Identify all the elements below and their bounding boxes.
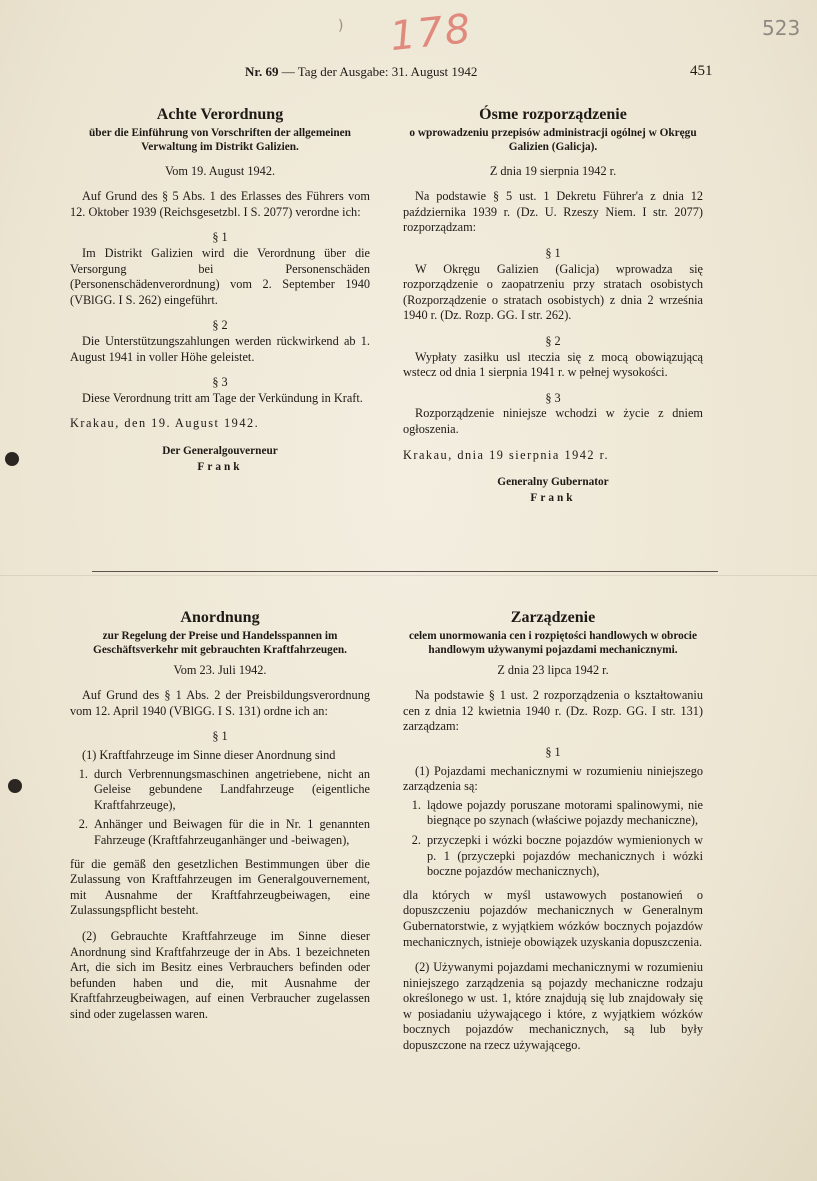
signature-name: Frank — [197, 460, 243, 473]
list-text: durch Verbrennungsmaschinen angetriebene, nicht an Geleise gebundene Landfahrzeuge (eigentliche Kraftfahrzeuge), — [94, 766, 370, 812]
section-text: Die Unterstützungszahlungen werden rückwirkend ab 1. August 1941 in voller Höhe geleistet. — [70, 333, 370, 364]
ordinance-subtitle: über die Einführung von Vorschriften der allgemeinen Verwaltung im Distrikt Galizien. — [89, 126, 351, 153]
order-german — [70, 610, 370, 1022]
section-text: W Okręgu Galizien (Galicja) wprowadza się rozporządzenie o zaopatrzeniu przy stratach osobistych (Rozporządzenie o stratach osobistych) z dnia 2 września 1940 r. (Dz. Rozp. GG. I str. 262). — [403, 261, 703, 323]
ordinance-date: Vom 19. August 1942. — [164, 163, 276, 178]
order-title: Zarządzenie — [510, 609, 596, 626]
ordinance-polish — [403, 107, 703, 506]
intro-paragraph: Na podstawie § 1 ust. 2 rozporządzenia o kształtowaniu cen z dnia 12 kwietnia 1940 r. (Dz. Rozp. GG. I str. 131) zarządzam: — [403, 688, 703, 734]
signature-name: Frank — [530, 491, 576, 504]
order-title: Anordnung — [180, 609, 260, 626]
list-item — [70, 767, 370, 814]
order-date: Z dnia 23 lipca 1942 r. — [497, 662, 609, 677]
paragraph-1: (1) Kraftfahrzeuge im Sinne dieser Anordnung sind — [82, 747, 336, 762]
issue-number: Nr. 69 — [245, 64, 279, 79]
section-divider — [92, 571, 718, 572]
list-number: 1. — [78, 766, 88, 781]
section-heading: § 1 — [545, 245, 561, 260]
list-item — [403, 833, 703, 880]
list-text: przyczepki i wózki boczne pojazdów wymienionych w p. 1 (przyczepki pojazdów mechanicznych i wózki boczne pojazdów mechanicznych), — [427, 832, 703, 879]
list-text: Anhänger und Beiwagen für die in Nr. 1 genannten Fahrzeuge (Kraftfahrzeuganhänger und -beiwagen), — [94, 817, 370, 847]
order-date: Vom 23. Juli 1942. — [173, 662, 267, 677]
list-number: 2. — [78, 817, 88, 832]
place-date: Krakau, dnia 19 sierpnia 1942 r. — [403, 447, 610, 462]
section-heading: § 3 — [545, 390, 561, 405]
section-heading: § 1 — [212, 230, 228, 245]
issue-date: — Tag der Ausgabe: 31. August 1942 — [281, 64, 478, 79]
intro-paragraph: Na podstawie § 5 ust. 1 Dekretu Führer'a z dnia 12 października 1939 r. (Dz. U. Rzeszy Niem. I str. 2077) rozporządzam: — [403, 189, 703, 235]
ordinance-title: Ósme rozporządzenie — [479, 106, 627, 123]
punch-hole-upper — [5, 452, 19, 466]
ordinance-subtitle: o wprowadzeniu przepisów administracji ogólnej w Okręgu Galizien (Galicja). — [409, 126, 697, 153]
ordinance-title: Achte Verordnung — [156, 106, 284, 123]
definition-list — [70, 767, 370, 849]
section-text: Im Distrikt Galizien wird die Verordnung über die Versorgung bei Personenschäden (Personenschädenverordnung) vom 2. September 1940 (VBlGG. I S. 262) eingeführt. — [70, 245, 370, 307]
section-text: Wypłaty zasiłku usl ıteczia się z mocą obowiązującą wstecz od dnia 1 sierpnia 1941 r. w pełnej wysokości. — [403, 349, 703, 380]
ordinance-date: Z dnia 19 sierpnia 1942 r. — [489, 163, 617, 178]
section-heading: § 1 — [212, 729, 228, 744]
order-subtitle: zur Regelung der Preise und Handelsspannen im Geschäftsverkehr mit gebrauchten Kraftfahrzeugen. — [93, 629, 347, 656]
gazette-header — [245, 64, 477, 80]
handwritten-red-number: 178 — [387, 5, 475, 61]
page-fold — [0, 575, 817, 576]
paragraph-2: (2) Używanymi pojazdami mechanicznymi w rozumieniu niniejszego zarządzenia są pojazdy mechaniczne rodzaju określonego w ust. 1, które znajdują się lub znajdowały się w posiadaniu używającego i które, z wyjątkiem wózków bocznych pojazdów mechanicznych, są lub były dopuszczone na rzecz używającego. — [403, 960, 703, 1053]
signature-role: Der Generalgouverneur — [162, 444, 278, 457]
list-item — [403, 798, 703, 829]
ordinance-german — [70, 107, 370, 475]
list-number: 2. — [411, 832, 421, 847]
paragraph-1-continued: für die gemäß den gesetzlichen Bestimmungen über die Zulassung von Kraftfahrzeugen im Generalgouvernement, mit Ausnahme der Kraftfahrzeugbeiwagen, eine Zulassungspflicht besteht. — [70, 856, 370, 918]
paragraph-1-continued: dla których w myśl ustawowych postanowień o dopuszczeniu pojazdów mechanicznych w Generalnym Gubernatorstwie, z wyjątkiem wózków bocznych pojazdów mechanicznych, istnieje obowiązek uzyskania dopuszczenia. — [403, 887, 703, 949]
place-date: Krakau, den 19. August 1942. — [70, 416, 260, 431]
list-number: 1. — [411, 797, 421, 812]
section-text: Rozporządzenie niniejsze wchodzi w życie z dniem ogłoszenia. — [403, 406, 703, 436]
order-polish — [403, 610, 703, 1054]
page-number: 451 — [690, 63, 713, 79]
section-text: Diese Verordnung tritt am Tage der Verkündung in Kraft. — [82, 390, 363, 405]
paragraph-1: (1) Pojazdami mechanicznymi w rozumieniu niniejszego zarządzenia są: — [403, 763, 703, 794]
section-heading: § 3 — [212, 375, 228, 390]
intro-paragraph: Auf Grund des § 1 Abs. 2 der Preisbildungsverordnung vom 12. April 1940 (VBlGG. I S. 131) ordne ich an: — [70, 688, 370, 718]
handwritten-page-number: 523 — [762, 16, 801, 40]
intro-paragraph: Auf Grund des § 5 Abs. 1 des Erlasses des Führers vom 12. Oktober 1939 (Reichsgesetzbl. I S. 2077) verordne ich: — [70, 189, 370, 219]
definition-list — [403, 798, 703, 880]
order-subtitle: celem unormowania cen i rozpiętości handlowych w obrocie handlowym używanymi pojazdami mechanicznymi. — [409, 629, 697, 656]
signature-role: Generalny Gubernator — [497, 476, 609, 489]
list-item — [70, 817, 370, 848]
section-heading: § 2 — [212, 318, 228, 333]
paragraph-2: (2) Gebrauchte Kraftfahrzeuge im Sinne dieser Anordnung sind Kraftfahrzeuge der in Abs. 1 bezeichneten Art, die sich im Besitz eines Verbrauchers befinden oder befunden haben und die, mit Ausnahme der Kraftfahrzeugbeiwagen, auf einen Verbraucher zugelassen sind oder zugelassen waren. — [70, 928, 370, 1021]
section-heading: § 1 — [545, 744, 561, 759]
list-text: lądowe pojazdy poruszane motorami spalinowymi, nie biegnące po szynach (właściwe pojazdy mechaniczne), — [427, 797, 703, 828]
section-heading: § 2 — [545, 333, 561, 348]
punch-hole-lower — [8, 779, 22, 793]
handwritten-tick: ) — [338, 18, 344, 34]
